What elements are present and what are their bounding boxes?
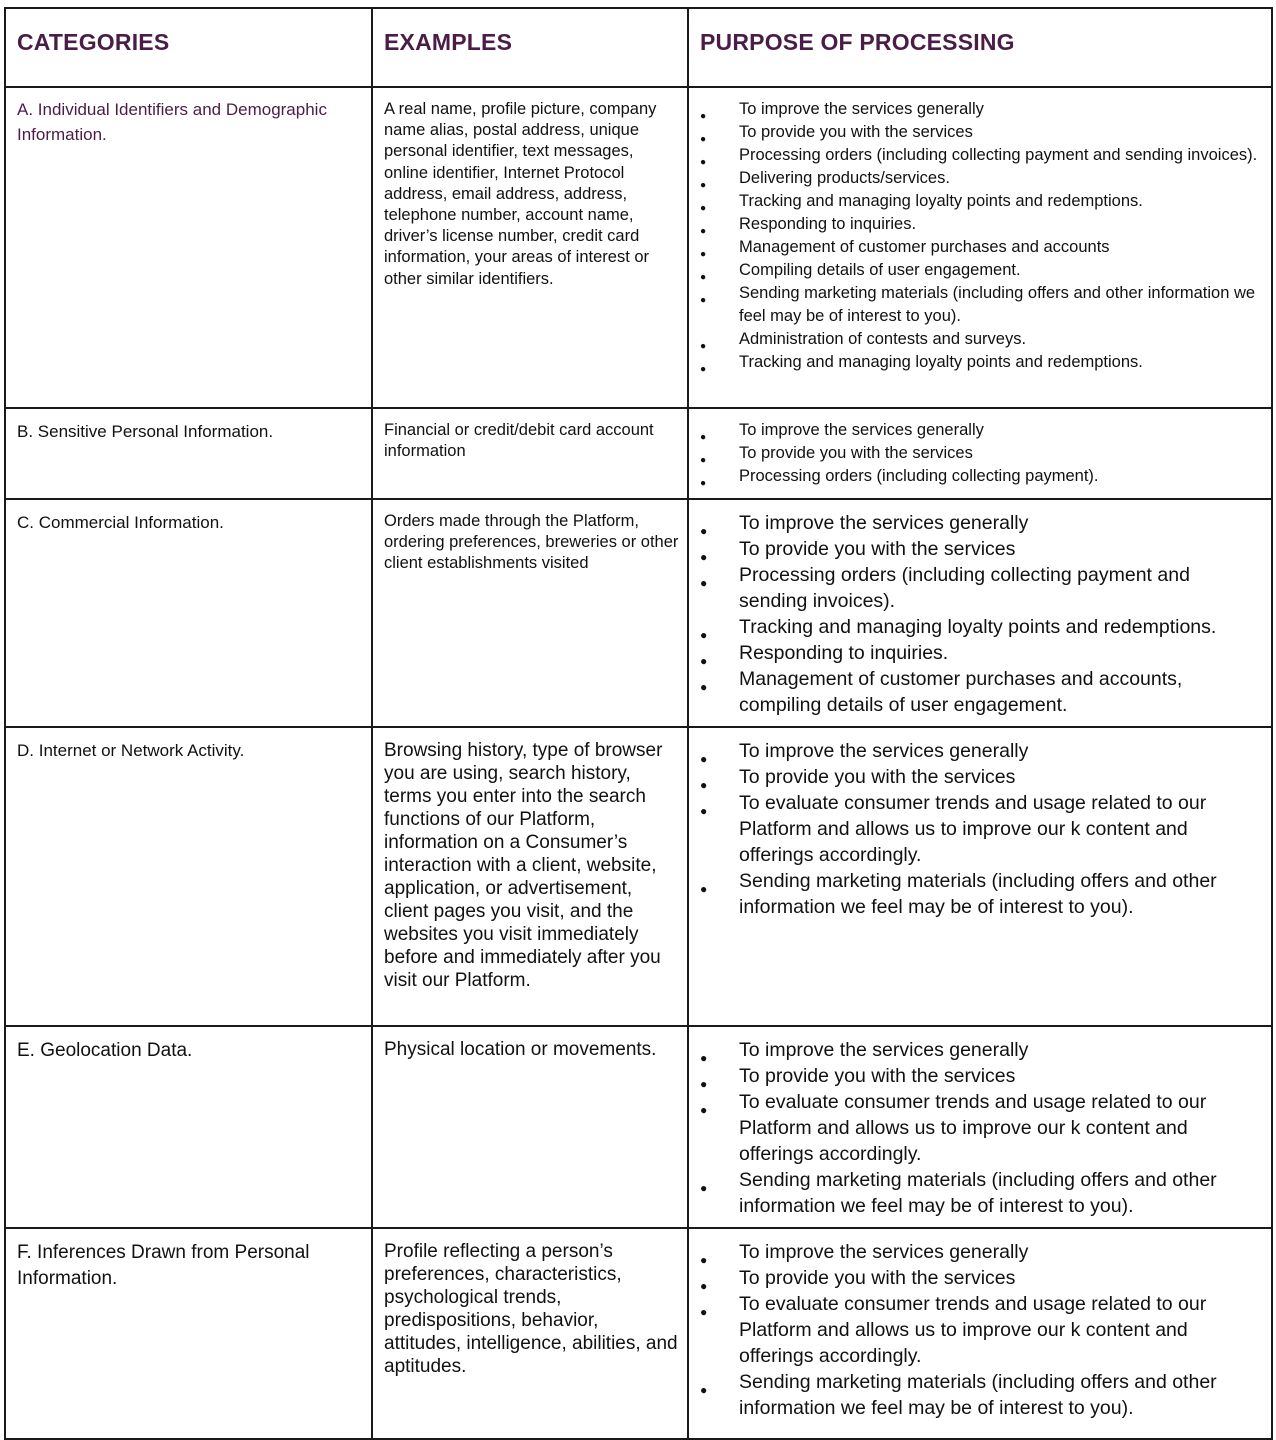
list-item: ● To provide you with the services — [700, 1265, 1263, 1291]
category-label: D. Internet or Network Activity. — [17, 741, 245, 760]
table-header-row — [5, 8, 1272, 87]
table-row — [5, 408, 1272, 499]
purpose-list — [700, 510, 1263, 718]
list-item: ● To improve the services generally — [700, 1239, 1263, 1265]
purpose-cell — [688, 727, 1272, 1026]
purpose-cell — [688, 499, 1272, 727]
category-cell — [5, 1228, 372, 1439]
list-item: ● Tracking and managing loyalty points and redemptions. — [700, 190, 1263, 213]
header-categories-cell — [5, 8, 372, 87]
list-item: ● Processing orders (including collecting payment). — [700, 465, 1263, 488]
examples-cell — [372, 408, 688, 499]
list-item: ● To improve the services generally — [700, 419, 1263, 442]
purpose-list — [700, 98, 1263, 374]
list-item: ● To provide you with the services — [700, 121, 1263, 144]
list-item: ● Sending marketing materials (including offers and other information we feel may be of interest to you). — [700, 1167, 1263, 1219]
list-item: ● Tracking and managing loyalty points and redemptions. — [700, 614, 1263, 640]
category-cell — [5, 87, 372, 408]
list-item: ● To evaluate consumer trends and usage related to our Platform and allows us to improve our k content and offerings accordingly. — [700, 1291, 1263, 1369]
list-item: ● Tracking and managing loyalty points and redemptions. — [700, 351, 1263, 374]
list-item: ● To improve the services generally — [700, 98, 1263, 121]
examples-text: Financial or credit/debit card account information — [384, 421, 654, 461]
list-item: ● Sending marketing materials (including offers and other information we feel may be of interest to you). — [700, 1369, 1263, 1421]
list-item: ● To provide you with the services — [700, 764, 1263, 790]
list-item: ● To provide you with the services — [700, 442, 1263, 465]
list-item: ● To provide you with the services — [700, 536, 1263, 562]
examples-cell — [372, 1228, 688, 1439]
list-item: ● To improve the services generally — [700, 510, 1263, 536]
table-row — [5, 1026, 1272, 1228]
examples-text: Browsing history, type of browser you are using, search history, terms you enter into the search functions of our Platform, information on a Consumer’s interaction with a client, website, application, or advertisement, client pages you visit, and the websites you visit immediately before and immediately after you visit our Platform. — [384, 740, 663, 991]
category-cell — [5, 499, 372, 727]
purpose-list — [700, 738, 1263, 920]
header-purpose-cell — [688, 8, 1272, 87]
category-cell — [5, 408, 372, 499]
header-categories: CATEGORIES — [17, 29, 170, 55]
header-examples: EXAMPLES — [384, 29, 513, 55]
list-item: ● Management of customer purchases and accounts — [700, 236, 1263, 259]
examples-cell — [372, 87, 688, 408]
table-row — [5, 727, 1272, 1026]
examples-cell — [372, 727, 688, 1026]
examples-text: Physical location or movements. — [384, 1039, 657, 1060]
category-label: B. Sensitive Personal Information. — [17, 422, 274, 441]
list-item: ● To evaluate consumer trends and usage related to our Platform and allows us to improve our k content and offerings accordingly. — [700, 790, 1263, 868]
list-item: ● To provide you with the services — [700, 1063, 1263, 1089]
list-item: ● Administration of contests and surveys. — [700, 328, 1263, 351]
category-label: C. Commercial Information. — [17, 513, 224, 532]
list-item: ● Sending marketing materials (including offers and other information we feel may be of interest to you). — [700, 282, 1263, 328]
table-row — [5, 499, 1272, 727]
list-item: ● Compiling details of user engagement. — [700, 259, 1263, 282]
category-cell — [5, 1026, 372, 1228]
purpose-cell — [688, 408, 1272, 499]
list-item: ● Delivering products/services. — [700, 167, 1263, 190]
list-item: ● Processing orders (including collecting payment and sending invoices). — [700, 562, 1263, 614]
examples-text: A real name, profile picture, company name alias, postal address, unique personal identifier, text messages, online identifier, Internet Protocol address, email address, address, telephone number, account name, driver’s license number, credit card information, your areas of interest or other similar identifiers. — [384, 100, 657, 288]
category-label: A. Individual Identifiers and Demographic Information. — [17, 100, 327, 144]
purpose-cell — [688, 1026, 1272, 1228]
header-examples-cell — [372, 8, 688, 87]
list-item: ● To improve the services generally — [700, 1037, 1263, 1063]
category-cell — [5, 727, 372, 1026]
header-purpose: PURPOSE OF PROCESSING — [700, 29, 1015, 55]
examples-cell — [372, 1026, 688, 1228]
examples-cell — [372, 499, 688, 727]
table-row — [5, 1228, 1272, 1439]
purpose-list — [700, 1239, 1263, 1421]
examples-text: Profile reflecting a person’s preferences, characteristics, psychological trends, predispositions, behavior, attitudes, intelligence, abilities, and aptitudes. — [384, 1241, 678, 1377]
category-label: E. Geolocation Data. — [17, 1040, 193, 1061]
table-row — [5, 87, 1272, 408]
examples-text: Orders made through the Platform, ordering preferences, breweries or other client establishments visited — [384, 512, 679, 573]
category-label: F. Inferences Drawn from Personal Information. — [17, 1242, 310, 1289]
list-item: ● Sending marketing materials (including offers and other information we feel may be of interest to you). — [700, 868, 1263, 920]
list-item: ● Responding to inquiries. — [700, 640, 1263, 666]
data-categories-table — [4, 7, 1273, 1440]
purpose-list — [700, 419, 1263, 488]
list-item: ● Management of customer purchases and accounts, compiling details of user engagement. — [700, 666, 1263, 718]
list-item: ● Processing orders (including collecting payment and sending invoices). — [700, 144, 1263, 167]
purpose-list — [700, 1037, 1263, 1219]
list-item: ● To improve the services generally — [700, 738, 1263, 764]
purpose-cell — [688, 87, 1272, 408]
purpose-cell — [688, 1228, 1272, 1439]
list-item: ● To evaluate consumer trends and usage related to our Platform and allows us to improve our k content and offerings accordingly. — [700, 1089, 1263, 1167]
list-item: ● Responding to inquiries. — [700, 213, 1263, 236]
